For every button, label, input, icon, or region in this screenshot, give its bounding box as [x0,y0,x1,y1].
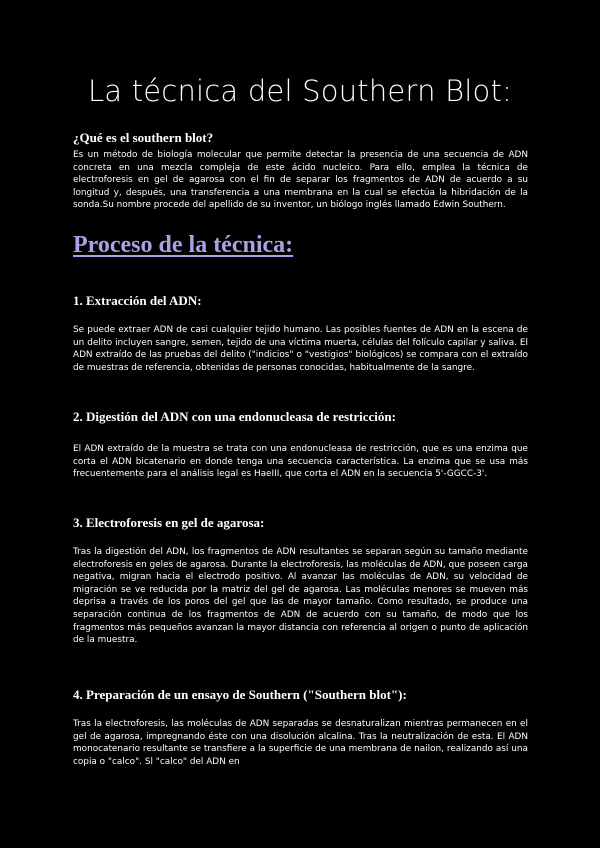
section-heading-extraction: 1. Extracción del ADN: [73,293,202,308]
section-heading-electrophoresis: 3. Electroforesis en gel de agarosa: [73,515,265,530]
page-title: La técnica del Southern Blot: [87,74,513,108]
section-heading-digestion: 2. Digestión del ADN con una endonucleasa de restricción: [73,409,396,424]
section-text-extraction: Se puede extraer ADN de casi cualquier tejido humano. Las posibles fuentes de ADN en la escena de un delito incluyen sangre, semen, tejido de una víctima muerta, células del folículo capilar y saliva. El ADN extraído de las pruebas del delito ("indicios" o "vestigios" biológicos) se compara con el extraído de muestras de referencia, obtenidas de personas conocidas, habitualmente de la sangre. [73,325,528,373]
question-heading: ¿Qué es el southern blot? [73,130,214,145]
process-heading: Proceso de la técnica: [73,232,294,258]
section-text-digestion: El ADN extraído de la muestra se trata con una endonucleasa de restricción, que es una enzima que corta el ADN bicatenario en donde tenga una secuencia característica. La enzima que se usa más frecuentemente para el análisis legal es HaeIII, que corta el ADN en la secuencia 5'-GGCC-3'. [73,444,528,480]
intro-paragraph: Es un método de biología molecular que permite detectar la presencia de una secuencia de ADN concreta en una mezcla compleja de este ácido nucleico. Para ello, emplea la técnica de electroforesis en gel de agarosa con el fin de separar los fragmentos de ADN de acuerdo a su longitud y, después, una transferencia a una membrana en la cual se efectúa la hibridación de la sonda.Su nombre procede del apellido de su inventor, un biólogo inglés llamado Edwin Southern. [73,150,528,211]
section-text-southern-assay: Tras la electroforesis, las moléculas de ADN separadas se desnaturalizan mientras permanecen en el gel de agarosa, impregnando éste con una disolución alcalina. Tras la neutralización de esta. El ADN monocatenario resultante se transfiere a la superficie de una membrana de nailon, realizando así una copia o "calco". Sl "calco" del ADN en [73,719,528,767]
section-text-electrophoresis: Tras la digestión del ADN, los fragmentos de ADN resultantes se separan según su tamaño mediante electroforesis en geles de agarosa. Durante la electroforesis, las moléculas de ADN, que poseen carga negativa, migran hacia el electrodo positivo. Al avanzar las moléculas de ADN, su velocidad de migración se ve reducida por la matriz del gel de agarosa. Las moléculas menores se mueven más deprisa a través de los poros del gel que las de mayor tamaño. Como resultado, se produce una separación continua de los fragmentos de ADN de acuerdo con su tamaño, de modo que los fragmentos más pequeños avanzan la mayor distancia con referencia al origen o punto de aplicación de la muestra. [73,547,528,646]
section-heading-southern-assay: 4. Preparación de un ensayo de Southern ("Southern blot"): [73,687,407,702]
